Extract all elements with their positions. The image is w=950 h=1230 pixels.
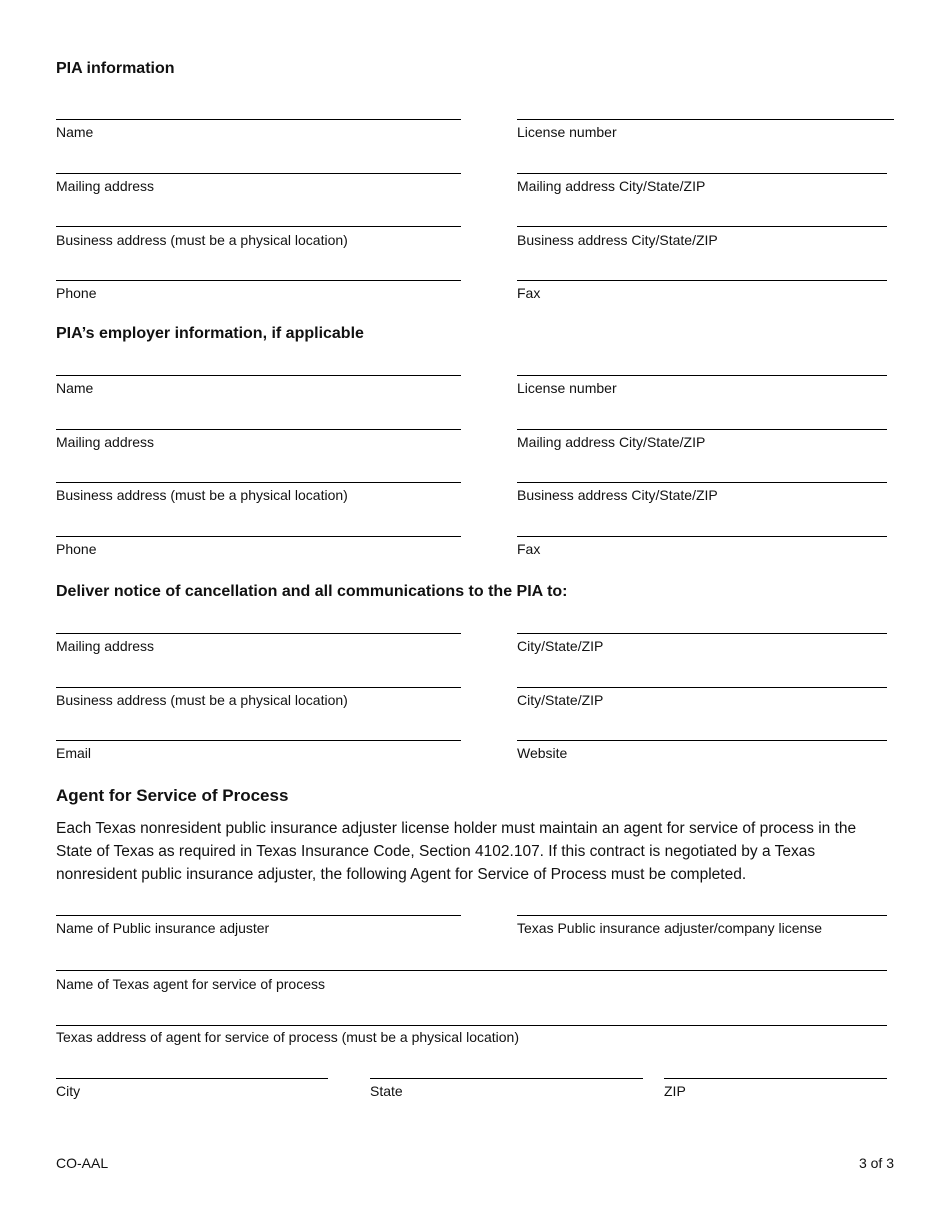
agent-zip-field[interactable] xyxy=(664,1078,887,1079)
employer-fax-label: Fax xyxy=(517,541,541,557)
notice-website-field[interactable] xyxy=(517,740,887,741)
employer-mailing-address-field[interactable] xyxy=(56,429,461,430)
pia-license-field[interactable] xyxy=(517,119,894,120)
section-heading-pia-info: PIA information xyxy=(56,60,175,77)
pia-phone-label: Phone xyxy=(56,285,97,301)
employer-business-csz-field[interactable] xyxy=(517,482,887,483)
pia-mailing-csz-label: Mailing address City/State/ZIP xyxy=(517,178,706,194)
employer-business-address-field[interactable] xyxy=(56,482,461,483)
agent-state-field[interactable] xyxy=(370,1078,643,1079)
employer-fax-field[interactable] xyxy=(517,536,887,537)
adjuster-license-label: Texas Public insurance adjuster/company license xyxy=(517,920,823,936)
pia-name-label: Name xyxy=(56,124,94,140)
pia-mailing-address-label: Mailing address xyxy=(56,178,155,194)
section-heading-employer-info: PIA’s employer information, if applicable xyxy=(56,325,364,342)
pia-fax-field[interactable] xyxy=(517,280,887,281)
employer-business-address-label: Business address (must be a physical location) xyxy=(56,487,348,503)
page-number: 3 of 3 xyxy=(858,1155,894,1171)
notice-mailing-csz-label: City/State/ZIP xyxy=(517,638,604,654)
section-heading-agent: Agent for Service of Process xyxy=(56,786,289,805)
pia-mailing-address-field[interactable] xyxy=(56,173,461,174)
notice-mailing-address-field[interactable] xyxy=(56,633,461,634)
notice-website-label: Website xyxy=(517,745,568,761)
pia-mailing-csz-field[interactable] xyxy=(517,173,887,174)
notice-email-label: Email xyxy=(56,745,92,761)
notice-business-csz-label: City/State/ZIP xyxy=(517,692,604,708)
notice-business-address-label: Business address (must be a physical location) xyxy=(56,692,348,708)
agent-name-label: Name of Texas agent for service of process xyxy=(56,976,325,992)
employer-business-csz-label: Business address City/State/ZIP xyxy=(517,487,718,503)
agent-city-field[interactable] xyxy=(56,1078,328,1079)
pia-business-address-label: Business address (must be a physical location) xyxy=(56,232,348,248)
pia-phone-field[interactable] xyxy=(56,280,461,281)
form-id: CO-AAL xyxy=(56,1155,109,1171)
agent-zip-label: ZIP xyxy=(664,1083,686,1099)
agent-address-label: Texas address of agent for service of process (must be a physical location) xyxy=(56,1029,519,1045)
pia-license-label: License number xyxy=(517,124,617,140)
employer-phone-field[interactable] xyxy=(56,536,461,537)
agent-address-field[interactable] xyxy=(56,1025,887,1026)
section-heading-deliver-notice: Deliver notice of cancellation and all communications to the PIA to: xyxy=(56,583,568,600)
notice-business-csz-field[interactable] xyxy=(517,687,887,688)
employer-name-field[interactable] xyxy=(56,375,461,376)
employer-mailing-csz-label: Mailing address City/State/ZIP xyxy=(517,434,706,450)
pia-business-address-field[interactable] xyxy=(56,226,461,227)
agent-state-label: State xyxy=(370,1083,403,1099)
adjuster-name-field[interactable] xyxy=(56,915,461,916)
agent-paragraph: Each Texas nonresident public insurance adjuster license holder must maintain an agent for service of process in the State of Texas as required in Texas Insurance Code, Section 4102.107. If this contract is negotiated by a Texas nonresident public insurance adjuster, the following Agent for Service of Process must be completed. xyxy=(56,820,857,883)
employer-license-label: License number xyxy=(517,380,617,396)
agent-name-field[interactable] xyxy=(56,970,887,971)
adjuster-name-label: Name of Public insurance adjuster xyxy=(56,920,270,936)
employer-name-label: Name xyxy=(56,380,94,396)
pia-name-field[interactable] xyxy=(56,119,461,120)
employer-mailing-csz-field[interactable] xyxy=(517,429,887,430)
pia-fax-label: Fax xyxy=(517,285,541,301)
employer-phone-label: Phone xyxy=(56,541,97,557)
adjuster-license-field[interactable] xyxy=(517,915,887,916)
employer-license-field[interactable] xyxy=(517,375,887,376)
employer-mailing-address-label: Mailing address xyxy=(56,434,155,450)
notice-mailing-csz-field[interactable] xyxy=(517,633,887,634)
notice-mailing-address-label: Mailing address xyxy=(56,638,155,654)
pia-business-csz-field[interactable] xyxy=(517,226,887,227)
notice-email-field[interactable] xyxy=(56,740,461,741)
agent-city-label: City xyxy=(56,1083,81,1099)
pia-business-csz-label: Business address City/State/ZIP xyxy=(517,232,718,248)
notice-business-address-field[interactable] xyxy=(56,687,461,688)
